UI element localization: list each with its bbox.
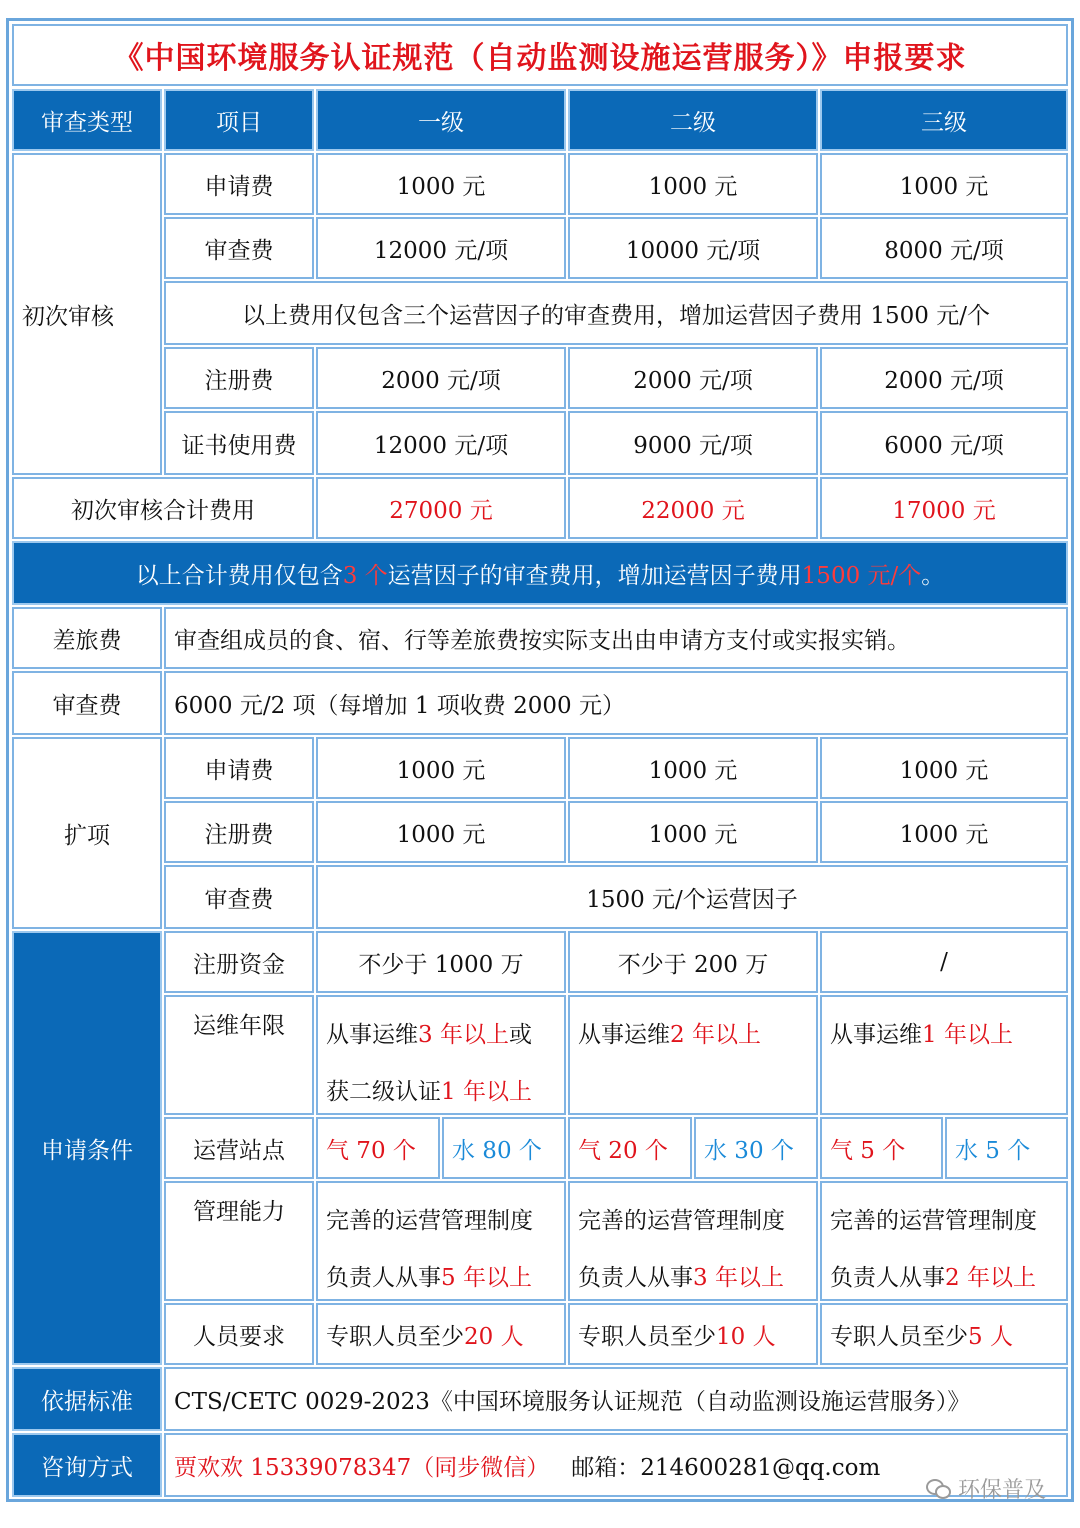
- initial-review-fee-l1: 12000 元/项: [316, 217, 566, 279]
- management-l1-duration: 5 年以上: [441, 1265, 532, 1291]
- standard-text: CTS/CETC 0029-2023《中国环境服务认证规范（自动监测设施运营服务）》: [164, 1367, 1068, 1431]
- summary-factor-count: 3 个: [342, 562, 388, 589]
- years-l1-line2: [326, 1064, 532, 1115]
- management-l2: [568, 1181, 818, 1301]
- years-l1: [316, 995, 566, 1115]
- header-level-1: 一级: [316, 89, 566, 151]
- management-l3-duration: 2 年以上: [945, 1265, 1036, 1291]
- initial-registration-fee-l2: 2000 元/项: [568, 347, 818, 409]
- initial-review-label: 初次审核: [12, 153, 162, 475]
- capital-l3: /: [820, 931, 1068, 993]
- review-fee-text: 6000 元/2 项（每增加 1 项收费 2000 元）: [164, 671, 1068, 735]
- management-l3-prefix: 负责人从事: [830, 1265, 945, 1291]
- years-l3: [820, 995, 1068, 1115]
- years-label: 运维年限: [164, 995, 314, 1115]
- years-l1-prefix: 从事运维: [326, 1022, 418, 1048]
- years-l1-duration: 3 年以上: [418, 1022, 509, 1048]
- management-label: 管理能力: [164, 1181, 314, 1301]
- staff-label: 人员要求: [164, 1303, 314, 1365]
- sites-l2-water: 水 30 个: [694, 1117, 818, 1179]
- management-l3: [820, 1181, 1068, 1301]
- years-l1-or: 或: [508, 1022, 532, 1048]
- header-item: 项目: [164, 89, 314, 151]
- management-l1: [316, 1181, 566, 1301]
- conditions-label: 申请条件: [12, 931, 162, 1365]
- sites-l1-water: 水 80 个: [442, 1117, 566, 1179]
- wechat-icon: [926, 1479, 952, 1499]
- expansion-label: 扩项: [12, 737, 162, 929]
- contact-person: 贾欢欢 15339078347（同步微信）: [174, 1454, 550, 1481]
- years-l3-duration: 1 年以上: [922, 1022, 1013, 1048]
- travel-fee-text: 审查组成员的食、宿、行等差旅费按实际支出由申请方支付或实报实销。: [164, 607, 1068, 669]
- staff-l2-prefix: 专职人员至少: [578, 1323, 716, 1350]
- initial-total-l3: 17000 元: [820, 477, 1068, 539]
- management-l3-line1: 完善的运营管理制度: [830, 1208, 1037, 1234]
- staff-l2: [568, 1303, 818, 1365]
- staff-l3-count: 5 人: [968, 1323, 1013, 1350]
- management-l1-line2: [326, 1250, 532, 1301]
- years-l3-line1: [830, 1007, 1013, 1064]
- initial-review-fee-l3: 8000 元/项: [820, 217, 1068, 279]
- initial-application-fee-l2: 1000 元: [568, 153, 818, 215]
- years-l1-line1: [326, 1007, 532, 1064]
- management-l2-line1: 完善的运营管理制度: [578, 1208, 785, 1234]
- management-l1-prefix: 负责人从事: [326, 1265, 441, 1291]
- standard-label: 依据标准: [12, 1367, 162, 1431]
- watermark: [926, 1473, 1046, 1504]
- initial-registration-fee-label: 注册费: [164, 347, 314, 409]
- summary-extra-fee: 1500 元/个: [801, 562, 922, 589]
- expansion-application-fee-l3: 1000 元: [820, 737, 1068, 799]
- management-l1-line1: 完善的运营管理制度: [326, 1208, 533, 1234]
- staff-l1-count: 20 人: [464, 1323, 524, 1350]
- review-fee-label: 审查费: [12, 671, 162, 735]
- initial-review-fee-l2: 10000 元/项: [568, 217, 818, 279]
- capital-l2: 不少于 200 万: [568, 931, 818, 993]
- years-l3-prefix: 从事运维: [830, 1022, 922, 1048]
- expansion-registration-fee-l3: 1000 元: [820, 801, 1068, 863]
- initial-registration-fee-l1: 2000 元/项: [316, 347, 566, 409]
- initial-application-fee-l1: 1000 元: [316, 153, 566, 215]
- summary-text-a: 以上合计费用仅包含: [135, 562, 343, 589]
- initial-application-fee-l3: 1000 元: [820, 153, 1068, 215]
- initial-total-l1: 27000 元: [316, 477, 566, 539]
- management-l2-line2: [578, 1250, 784, 1301]
- expansion-review-fee-text: 1500 元/个运营因子: [316, 865, 1068, 929]
- initial-certificate-fee-l3: 6000 元/项: [820, 411, 1068, 475]
- initial-certificate-fee-l1: 12000 元/项: [316, 411, 566, 475]
- management-l2-duration: 3 年以上: [693, 1265, 784, 1291]
- expansion-registration-fee-label: 注册费: [164, 801, 314, 863]
- staff-l1-prefix: 专职人员至少: [326, 1323, 464, 1350]
- sites-l2-gas: 气 20 个: [568, 1117, 692, 1179]
- expansion-registration-fee-l2: 1000 元: [568, 801, 818, 863]
- sites-label: 运营站点: [164, 1117, 314, 1179]
- sites-l1-gas: 气 70 个: [316, 1117, 440, 1179]
- contact-email: 邮箱：214600281@qq.com: [571, 1454, 881, 1481]
- years-l1-cert: 获二级认证: [326, 1079, 441, 1105]
- capital-l1: 不少于 1000 万: [316, 931, 566, 993]
- staff-l3-prefix: 专职人员至少: [830, 1323, 968, 1350]
- initial-certificate-fee-label: 证书使用费: [164, 411, 314, 475]
- expansion-review-fee-label: 审查费: [164, 865, 314, 929]
- years-l2-duration: 2 年以上: [670, 1022, 761, 1048]
- watermark-text: 环保普及: [957, 1478, 1046, 1503]
- summary-text-e: 。: [921, 562, 945, 589]
- summary-text-c: 运营因子的审查费用，增加运营因子费用: [387, 562, 802, 589]
- sites-l3-gas: 气 5 个: [820, 1117, 943, 1179]
- header-level-2: 二级: [568, 89, 818, 151]
- expansion-application-fee-l1: 1000 元: [316, 737, 566, 799]
- expansion-registration-fee-l1: 1000 元: [316, 801, 566, 863]
- staff-l1: [316, 1303, 566, 1365]
- sites-l3-water: 水 5 个: [945, 1117, 1068, 1179]
- initial-review-fee-label: 审查费: [164, 217, 314, 279]
- contact-label: 咨询方式: [12, 1433, 162, 1497]
- years-l2: [568, 995, 818, 1115]
- initial-application-fee-label: 申请费: [164, 153, 314, 215]
- staff-l3: [820, 1303, 1068, 1365]
- management-l2-prefix: 负责人从事: [578, 1265, 693, 1291]
- years-l2-prefix: 从事运维: [578, 1022, 670, 1048]
- page-title: 《中国环境服务认证规范（自动监测设施运营服务）》申报要求: [12, 24, 1068, 86]
- header-level-3: 三级: [820, 89, 1068, 151]
- initial-registration-fee-l3: 2000 元/项: [820, 347, 1068, 409]
- initial-total-label: 初次审核合计费用: [12, 477, 314, 539]
- initial-certificate-fee-l2: 9000 元/项: [568, 411, 818, 475]
- expansion-application-fee-l2: 1000 元: [568, 737, 818, 799]
- header-type: 审查类型: [12, 89, 162, 151]
- staff-l2-count: 10 人: [716, 1323, 776, 1350]
- summary-banner: [12, 541, 1068, 605]
- initial-total-l2: 22000 元: [568, 477, 818, 539]
- years-l1-cert-duration: 1 年以上: [441, 1079, 532, 1105]
- capital-label: 注册资金: [164, 931, 314, 993]
- initial-fee-note: 以上费用仅包含三个运营因子的审查费用，增加运营因子费用 1500 元/个: [164, 281, 1068, 345]
- years-l2-line1: [578, 1007, 761, 1064]
- management-l3-line2: [830, 1250, 1036, 1301]
- expansion-application-fee-label: 申请费: [164, 737, 314, 799]
- travel-fee-label: 差旅费: [12, 607, 162, 669]
